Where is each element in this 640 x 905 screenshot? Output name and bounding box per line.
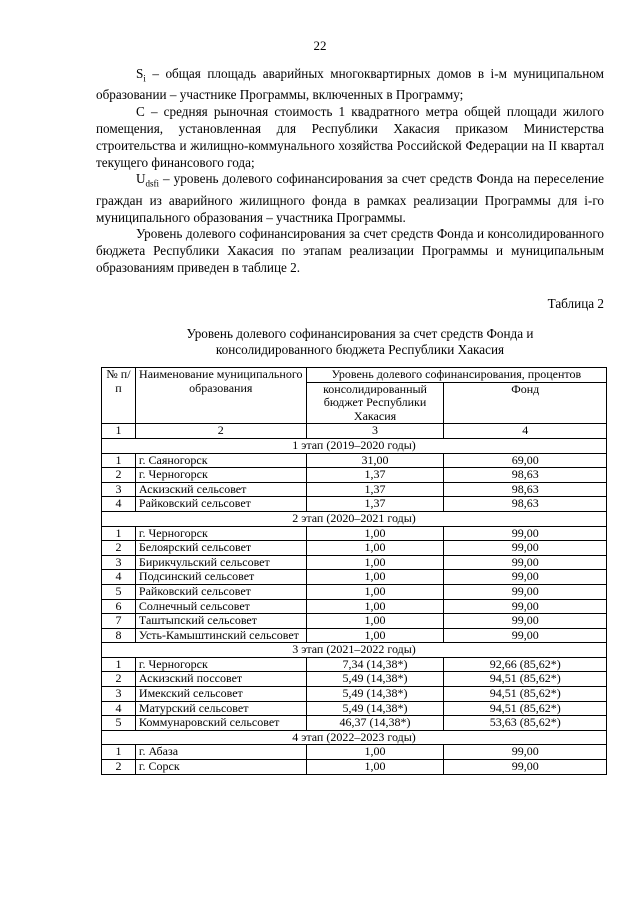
municipality-name: г. Абаза [135, 745, 306, 760]
header-name: Наименование муниципального образования [135, 368, 306, 424]
budget-share: 1,00 [306, 584, 444, 599]
table-row [102, 584, 607, 599]
stage-row [102, 730, 607, 745]
municipality-name: Усть-Камыштинский сельсовет [135, 628, 306, 643]
row-num: 1 [102, 453, 136, 468]
table-row [102, 760, 607, 775]
body-text [96, 66, 604, 277]
budget-share: 1,00 [306, 541, 444, 556]
fund-share: 53,63 (85,62*) [444, 716, 607, 731]
page-number: 22 [313, 38, 327, 53]
table-row [102, 526, 607, 541]
row-num: 2 [102, 541, 136, 556]
stage-title: 3 этап (2021–2022 годы) [102, 643, 607, 658]
paragraph-text: Уровень долевого софинансирования за счет средств Фонда и консолидированного бюджета Республики Хакасия по этапам реализации Программы и муниципальным образованиям приведен в таблице 2. [96, 226, 604, 276]
municipality-name: Солнечный сельсовет [135, 599, 306, 614]
paragraph [96, 226, 604, 276]
col-number-4: 4 [444, 424, 607, 439]
table-row [102, 555, 607, 570]
row-num: 8 [102, 628, 136, 643]
fund-share: 99,00 [444, 614, 607, 629]
header-fund: Фонд [444, 382, 607, 424]
table-row [102, 628, 607, 643]
budget-share: 1,00 [306, 628, 444, 643]
row-num: 7 [102, 614, 136, 629]
municipality-name: Райковский сельсовет [135, 584, 306, 599]
municipality-name: Матурский сельсовет [135, 701, 306, 716]
table-row [102, 541, 607, 556]
row-num: 5 [102, 584, 136, 599]
municipality-name: Подсинский сельсовет [135, 570, 306, 585]
row-num: 2 [102, 760, 136, 775]
budget-share: 5,49 (14,38*) [306, 687, 444, 702]
paragraph [96, 171, 604, 226]
table-row [102, 672, 607, 687]
municipality-name: Райковский сельсовет [135, 497, 306, 512]
row-num: 1 [102, 657, 136, 672]
table-row [102, 468, 607, 483]
municipality-name: Имекский сельсовет [135, 687, 306, 702]
fund-share: 99,00 [444, 599, 607, 614]
table-label: Таблица 2 [547, 296, 604, 311]
budget-share: 1,37 [306, 468, 444, 483]
table-row [102, 482, 607, 497]
row-num: 3 [102, 482, 136, 497]
fund-share: 94,51 (85,62*) [444, 701, 607, 716]
fund-share: 99,00 [444, 760, 607, 775]
fund-share: 98,63 [444, 468, 607, 483]
fund-share: 99,00 [444, 541, 607, 556]
municipality-name: г. Черногорск [135, 468, 306, 483]
budget-share: 1,00 [306, 570, 444, 585]
table-title: Уровень долевого софинансирования за счет средств Фонда и консолидированного бюджета Республики Хакасия [186, 326, 534, 357]
col-number-1: 1 [102, 424, 136, 439]
stage-title: 4 этап (2022–2023 годы) [102, 730, 607, 745]
municipality-name: Аскизский сельсовет [135, 482, 306, 497]
municipality-name: г. Черногорск [135, 526, 306, 541]
table-row [102, 657, 607, 672]
table-row [102, 497, 607, 512]
municipality-name: Коммунаровский сельсовет [135, 716, 306, 731]
paragraph [96, 66, 604, 104]
municipality-name: г. Саяногорск [135, 453, 306, 468]
row-num: 4 [102, 701, 136, 716]
row-num: 3 [102, 687, 136, 702]
budget-share: 5,49 (14,38*) [306, 672, 444, 687]
row-num: 3 [102, 555, 136, 570]
stage-row [102, 438, 607, 453]
row-num: 6 [102, 599, 136, 614]
formula-symbol: S [136, 66, 144, 81]
table-row [102, 687, 607, 702]
table-row [102, 716, 607, 731]
col-number-2: 2 [135, 424, 306, 439]
budget-share: 1,00 [306, 555, 444, 570]
table-row [102, 614, 607, 629]
row-num: 4 [102, 497, 136, 512]
budget-share: 31,00 [306, 453, 444, 468]
fund-share: 92,66 (85,62*) [444, 657, 607, 672]
table-row [102, 745, 607, 760]
budget-share: 1,00 [306, 614, 444, 629]
budget-share: 1,37 [306, 482, 444, 497]
fund-share: 99,00 [444, 628, 607, 643]
budget-share: 1,37 [306, 497, 444, 512]
budget-share: 46,37 (14,38*) [306, 716, 444, 731]
row-num: 1 [102, 745, 136, 760]
table-row [102, 570, 607, 585]
fund-share: 99,00 [444, 555, 607, 570]
budget-share: 1,00 [306, 526, 444, 541]
fund-share: 99,00 [444, 570, 607, 585]
stage-title: 2 этап (2020–2021 годы) [102, 511, 607, 526]
formula-subscript: i [143, 73, 146, 84]
header-level: Уровень долевого софинансирования, процентов [306, 368, 606, 383]
municipality-name: Таштыпский сельсовет [135, 614, 306, 629]
row-num: 4 [102, 570, 136, 585]
budget-share: 5,49 (14,38*) [306, 701, 444, 716]
cofinancing-table [101, 367, 607, 775]
municipality-name: г. Черногорск [135, 657, 306, 672]
formula-symbol: U [136, 171, 146, 187]
row-num: 2 [102, 672, 136, 687]
fund-share: 99,00 [444, 526, 607, 541]
municipality-name: Белоярский сельсовет [135, 541, 306, 556]
fund-share: 99,00 [444, 745, 607, 760]
fund-share: 94,51 (85,62*) [444, 687, 607, 702]
fund-share: 98,63 [444, 497, 607, 512]
stage-row [102, 643, 607, 658]
paragraph-text: – уровень долевого софинансирования за счет средств Фонда на переселение граждан из аварийного жилищного фонда в рамках реализации Программы для i-го муниципального образования – участника Программы. [96, 171, 604, 225]
paragraph-text: С – средняя рыночная стоимость 1 квадратного метра общей площади жилого помещения, установленная для Республики Хакасия приказом Министерства строительства и жилищно-коммунального хозяйства Российской Федерации на II квартал текущего финансового года; [96, 104, 604, 170]
paragraph [96, 104, 604, 171]
header-num: № п/п [102, 368, 136, 424]
budget-share: 1,00 [306, 760, 444, 775]
stage-row [102, 511, 607, 526]
stage-title: 1 этап (2019–2020 годы) [102, 438, 607, 453]
fund-share: 99,00 [444, 584, 607, 599]
municipality-name: Аскизский поссовет [135, 672, 306, 687]
table-body [102, 438, 607, 774]
municipality-name: Бирикчульский сельсовет [135, 555, 306, 570]
municipality-name: г. Сорск [135, 760, 306, 775]
row-num: 1 [102, 526, 136, 541]
fund-share: 98,63 [444, 482, 607, 497]
budget-share: 1,00 [306, 599, 444, 614]
budget-share: 7,34 (14,38*) [306, 657, 444, 672]
table-row [102, 599, 607, 614]
table-row [102, 453, 607, 468]
col-number-3: 3 [306, 424, 444, 439]
fund-share: 94,51 (85,62*) [444, 672, 607, 687]
row-num: 5 [102, 716, 136, 731]
fund-share: 69,00 [444, 453, 607, 468]
table-row [102, 701, 607, 716]
header-budget: консолидированный бюджет Республики Хакасия [306, 382, 444, 424]
paragraph-text: – общая площадь аварийных многоквартирных домов в i-м муниципальном образовании – участнике Программы, включенных в Программу; [96, 66, 604, 103]
formula-subscript: dsfi [145, 179, 160, 190]
row-num: 2 [102, 468, 136, 483]
budget-share: 1,00 [306, 745, 444, 760]
